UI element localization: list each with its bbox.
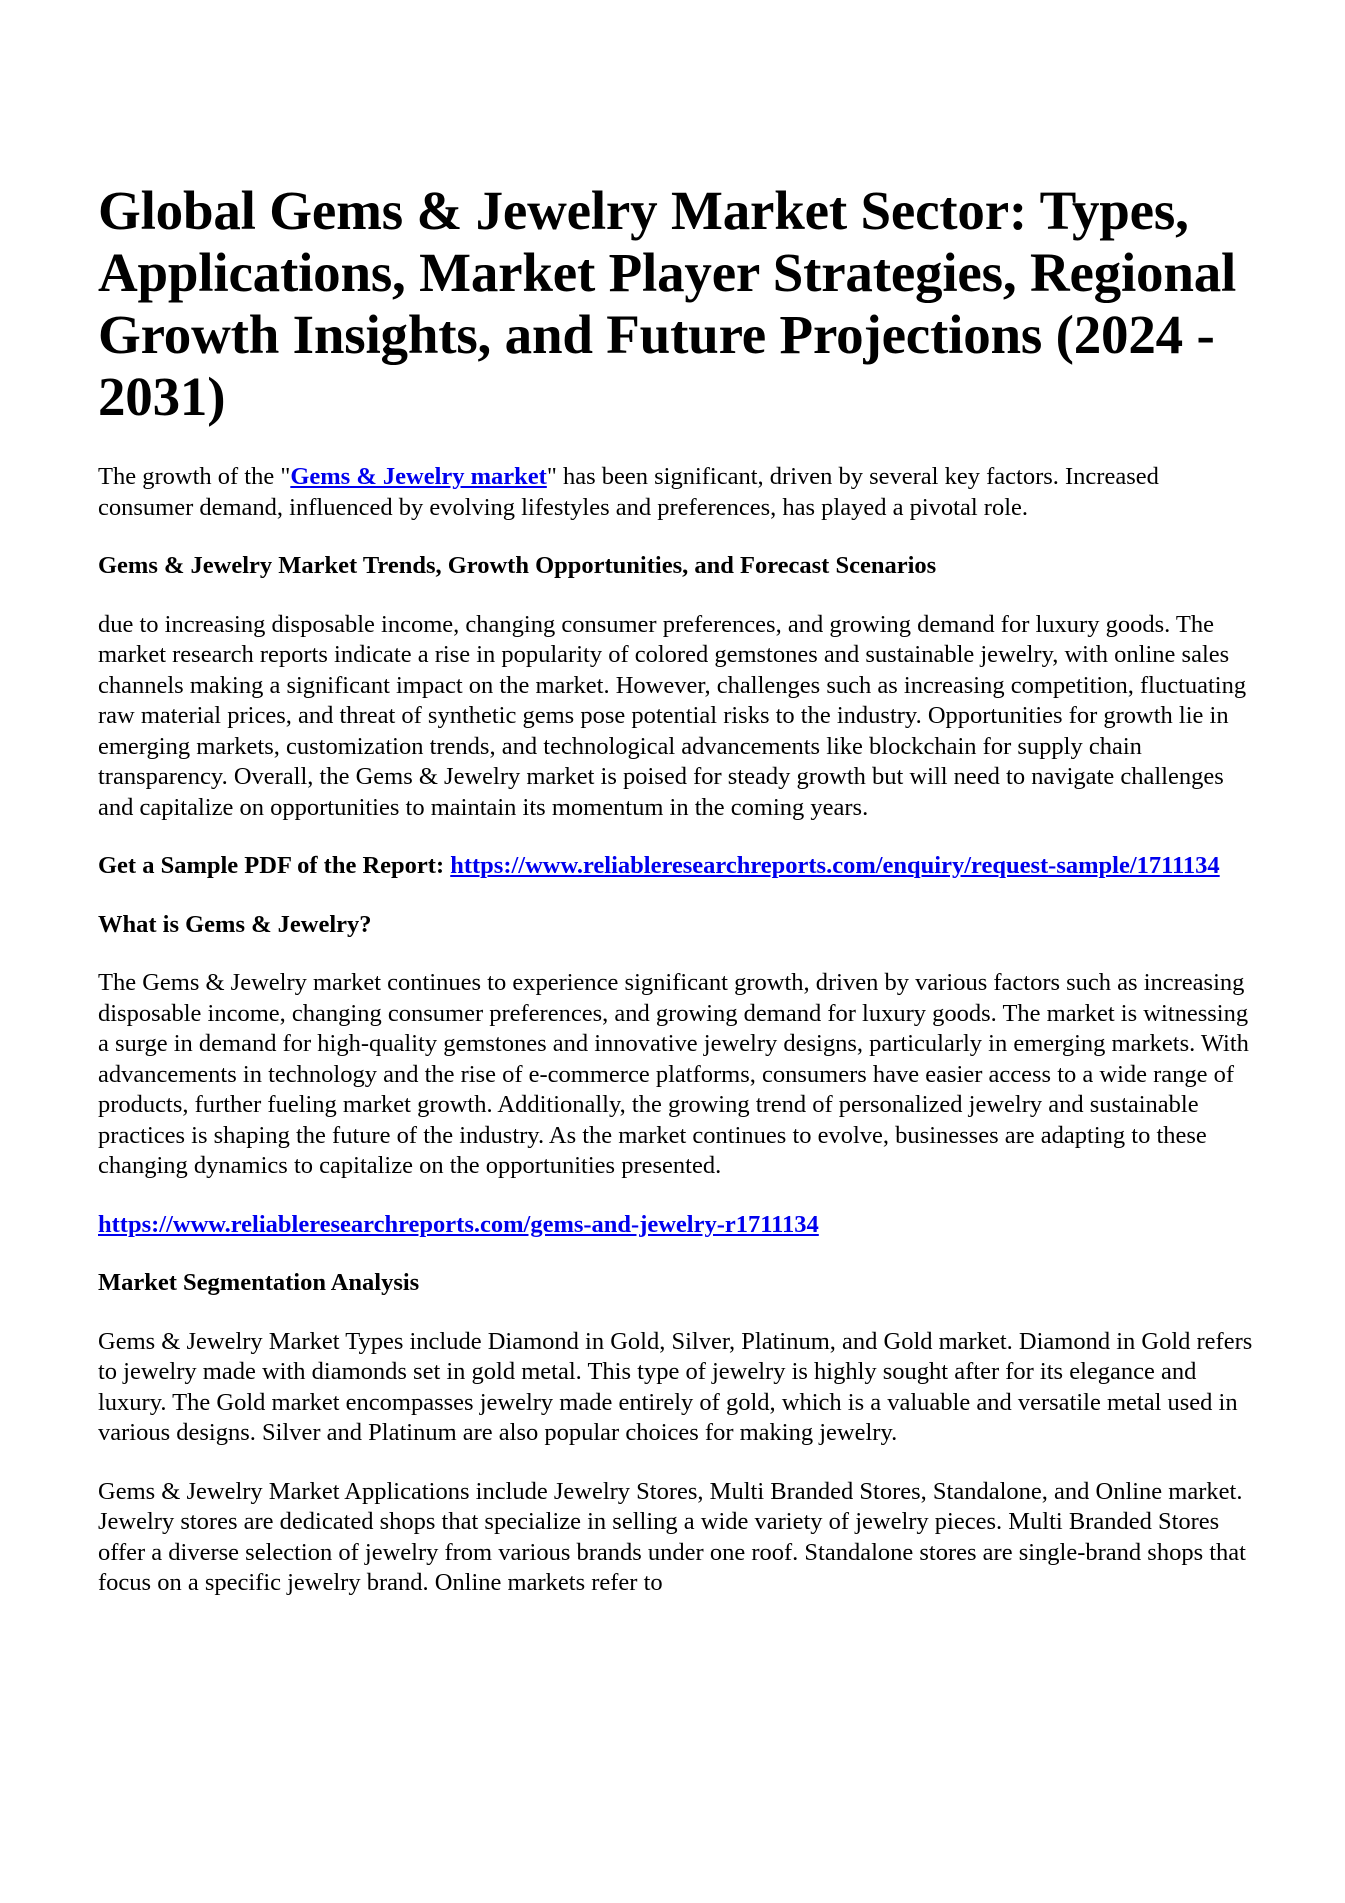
- what-is-paragraph: The Gems & Jewelry market continues to experience significant growth, driven by various factors such as increasing disposable income, changing consumer preferences, and growing demand for luxury goods. The market is witnessing a surge in demand for high-quality gemstones and innovative jewelry designs, particularly in emerging markets. With advancements in technology and the rise of e-commerce platforms, consumers have easier access to a wide range of products, further fueling market growth. Additionally, the growing trend of personalized jewelry and sustainable practices is shaping the future of the industry. As the market continues to evolve, businesses are adapting to these changing dynamics to capitalize on the opportunities presented.: [98, 969, 1249, 1179]
- trends-heading: Gems & Jewelry Market Trends, Growth Opportunities, and Forecast Scenarios: [98, 552, 937, 579]
- sample-pdf-line: [98, 851, 1258, 882]
- report-link-line: [98, 1210, 1258, 1241]
- document-page: [98, 180, 1258, 1627]
- trends-paragraph: due to increasing disposable income, changing consumer preferences, and growing demand for luxury goods. The market research reports indicate a rise in popularity of colored gemstones and sustainable jewelry, with online sales channels making a significant impact on the market. However, challenges such as increasing competition, fluctuating raw material prices, and threat of synthetic gems pose potential risks to the industry. Opportunities for growth lie in emerging markets, customization trends, and technological advancements like blockchain for supply chain transparency. Overall, the Gems & Jewelry market is poised for steady growth but will need to navigate challenges and capitalize on opportunities to maintain its momentum in the coming years.: [98, 610, 1247, 821]
- report-link[interactable]: https://www.reliableresearchreports.com/gems-and-jewelry-r1711134: [98, 1210, 819, 1238]
- market-link[interactable]: Gems & Jewelry market: [290, 463, 547, 490]
- segmentation-heading: Market Segmentation Analysis: [98, 1269, 420, 1296]
- intro-suffix: " has been significant, driven by several key factors. Increased consumer demand, influenced by evolving lifestyles and preferences, has played a pivotal role.: [98, 463, 1159, 521]
- what-is-heading: What is Gems & Jewelry?: [98, 910, 372, 938]
- sample-pdf-link[interactable]: https://www.reliableresearchreports.com/enquiry/request-sample/1711134: [450, 852, 1220, 879]
- page-title: Global Gems & Jewelry Market Sector: Types, Applications, Market Player Strategies, Regional Growth Insights, and Future Projections (2024 - 2031): [98, 180, 1237, 427]
- segmentation-applications-paragraph: Gems & Jewelry Market Applications include Jewelry Stores, Multi Branded Stores, Standalone, and Online market. Jewelry stores are dedicated shops that specialize in selling a wide variety of jewelry pieces. Multi Branded Stores offer a diverse selection of jewelry from various brands under one roof. Standalone stores are single-brand shops that focus on a specific jewelry brand. Online markets refer to: [98, 1477, 1246, 1596]
- intro-prefix: The growth of the ": [98, 463, 291, 490]
- intro-paragraph: [98, 462, 1258, 523]
- segmentation-types-paragraph: Gems & Jewelry Market Types include Diamond in Gold, Silver, Platinum, and Gold market. Diamond in Gold refers to jewelry made with diamonds set in gold metal. This type of jewelry is highly sought after for its elegance and luxury. The Gold market encompasses jewelry made entirely of gold, which is a valuable and versatile metal used in various designs. Silver and Platinum are also popular choices for making jewelry.: [98, 1327, 1253, 1446]
- sample-pdf-label: Get a Sample PDF of the Report:: [98, 852, 451, 879]
